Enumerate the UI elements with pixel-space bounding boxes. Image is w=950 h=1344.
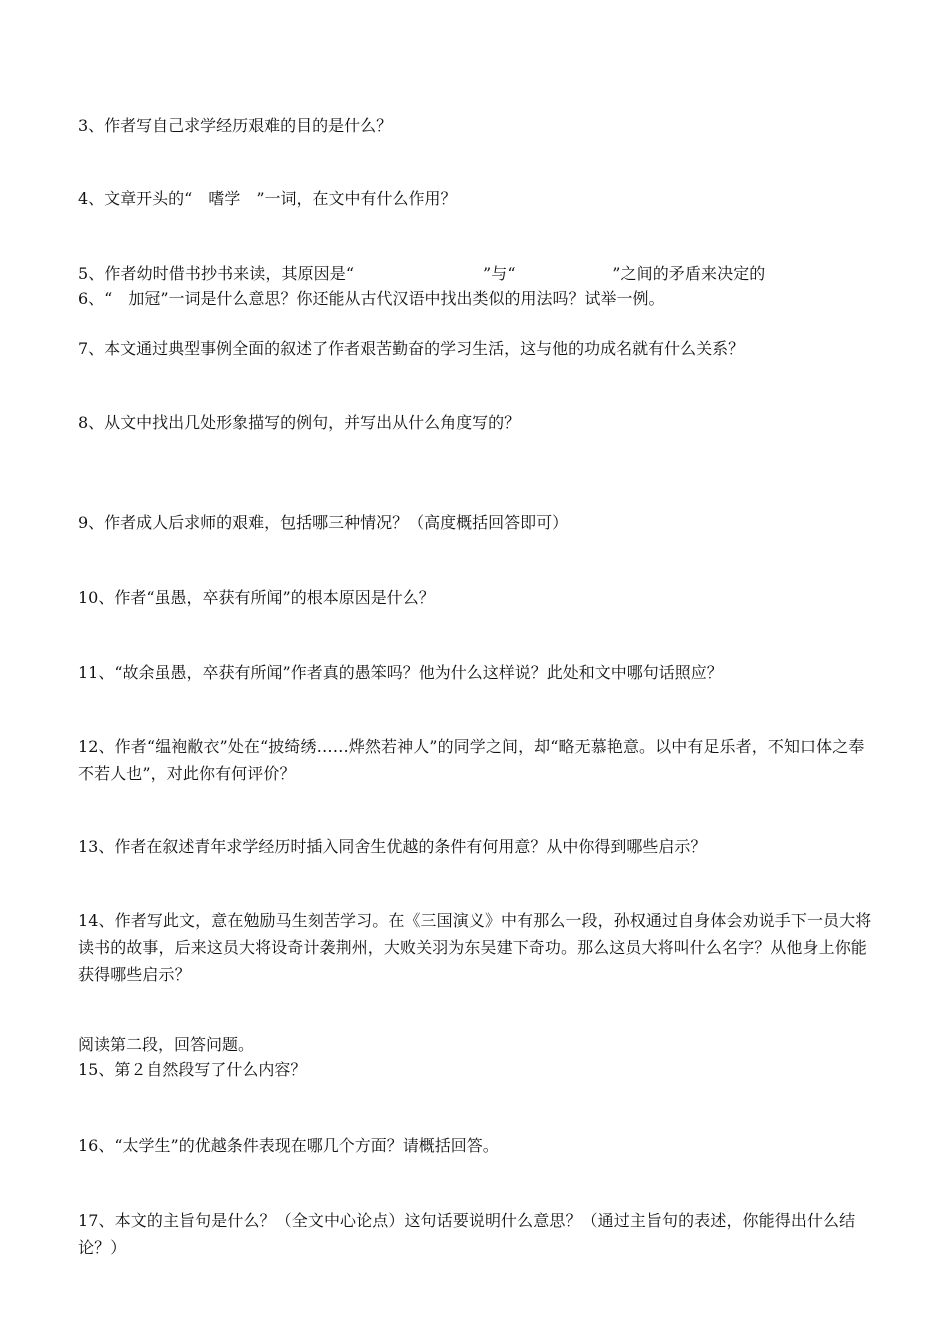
question-3: 3、作者写自己求学经历艰难的目的是什么？ — [78, 116, 393, 135]
question-12: 12、作者“缊袍敝衣”处在“披绮绣……烨然若神人”的同学之间，却“略无慕艳意。以中有足乐者，不知口体之奉不若人也”，对此你有何评价？ — [78, 737, 865, 783]
question-6: 6、“ 加冠”一词是什么意思？你还能从古代汉语中找出类似的用法吗？试举一例。 — [78, 289, 665, 308]
question-11: 11、“故余虽愚，卒获有所闻”作者真的愚笨吗？他为什么这样说？此处和文中哪句话照应？ — [78, 663, 723, 682]
question-7: 7、本文通过典型事例全面的叙述了作者艰苦勤奋的学习生活，这与他的功成名就有什么关系？ — [78, 339, 745, 358]
question-15: 15、第２自然段写了什么内容？ — [78, 1060, 307, 1079]
question-5: 5、作者幼时借书抄书来读，其原因是“ ”与“ ”之间的矛盾来决定的 — [78, 264, 766, 283]
question-9: 9、作者成人后求师的艰难，包括哪三种情况？（高度概括回答即可） — [78, 513, 569, 532]
section-2-heading: 阅读第二段，回答问题。 — [78, 1035, 255, 1054]
question-8: 8、从文中找出几处形象描写的例句，并写出从什么角度写的？ — [78, 413, 521, 432]
question-13: 13、作者在叙述青年求学经历时插入同舍生优越的条件有何用意？从中你得到哪些启示？ — [78, 837, 707, 856]
question-17: 17、本文的主旨句是什么？（全文中心论点）这句话要说明什么意思？（通过主旨句的表述，你能得出什么结论？） — [78, 1211, 856, 1257]
question-4: 4、文章开头的“ 嗜学 ”一词，在文中有什么作用？ — [78, 189, 457, 208]
question-14: 14、作者写此文，意在勉励马生刻苦学习。在《三国演义》中有那么一段，孙权通过自身体会劝说手下一员大将读书的故事，后来这员大将设奇计袭荆州，大败关羽为东吴建下奇功。那么这员大将叫什么名字？从他身上你能获得哪些启示？ — [78, 911, 872, 984]
question-16: 16、“太学生”的优越条件表现在哪几个方面？请概括回答。 — [78, 1136, 499, 1155]
question-10: 10、作者“虽愚，卒获有所闻”的根本原因是什么？ — [78, 588, 435, 607]
